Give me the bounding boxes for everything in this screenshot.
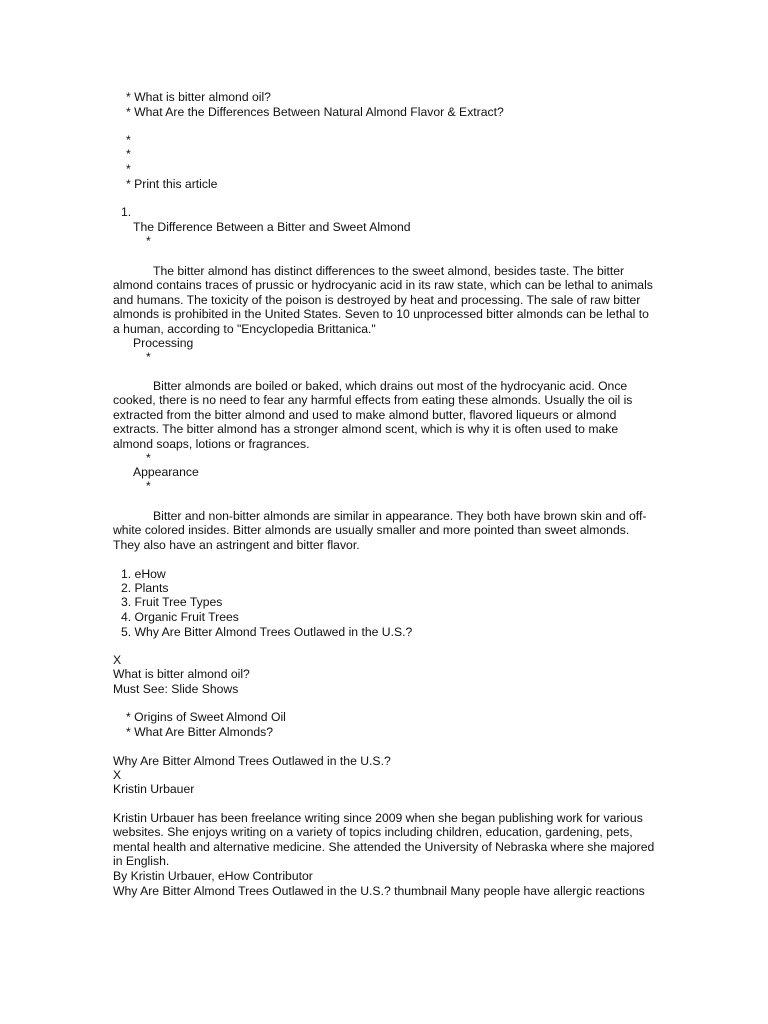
- section-body-processing: Bitter almonds are boiled or baked, which drains out most of the hydrocyanic acid. Once cooked, there is no need to fear any harmful effects from eating these almonds. Usually the oil is extracted from the bitter almond and used to make almond butter, flavored liqueurs or almond extracts. The bitter almond has a stronger almond scent, which is why it is often used to make almond soaps, lotions or fragrances.: [113, 379, 633, 451]
- breadcrumb-current-article[interactable]: 5. Why Are Bitter Almond Trees Outlawed in the U.S.?: [121, 625, 413, 639]
- close-x[interactable]: X: [113, 653, 122, 667]
- byline: By Kristin Urbauer, eHow Contributor: [113, 869, 313, 883]
- breadcrumb-ehow[interactable]: 1. eHow: [121, 567, 166, 581]
- close-x[interactable]: X: [113, 768, 122, 782]
- section-heading-appearance: Appearance: [133, 465, 199, 479]
- section-body-appearance: Bitter and non-bitter almonds are similar in appearance. They both have brown skin and off-white colored insides. Bitter almonds are usually smaller and more pointed than sweet almonds. They also have an astringent and bitter flavor.: [113, 509, 647, 552]
- author-bio: Kristin Urbauer has been freelance writing since 2009 when she began publishing work for various websites. She enjoys writing on a variety of topics including children, education, gardening, pets, mental health and alternative medicine. She attended the University of Nebraska where she majored in English.: [113, 811, 655, 869]
- share-bullet: *: [126, 147, 131, 161]
- breadcrumb-plants[interactable]: 2. Plants: [121, 581, 169, 595]
- share-bullet: *: [126, 133, 131, 147]
- article-title: Why Are Bitter Almond Trees Outlawed in the U.S.?: [113, 754, 391, 768]
- breadcrumb-fruit-tree-types[interactable]: 3. Fruit Tree Types: [121, 595, 223, 609]
- thumbnail-caption: Why Are Bitter Almond Trees Outlawed in the U.S.? thumbnail Many people have allergic reactions: [113, 884, 645, 898]
- section-heading-processing: Processing: [133, 336, 194, 350]
- must-see-heading: Must See: Slide Shows: [113, 682, 239, 696]
- section-bullet: *: [146, 451, 151, 465]
- share-bullet: *: [126, 162, 131, 176]
- author-name: Kristin Urbauer: [113, 782, 195, 796]
- section-heading-difference: The Difference Between a Bitter and Sweet Almond: [133, 220, 411, 234]
- section-body-difference: The bitter almond has distinct differences to the sweet almond, besides taste. The bitter almond contains traces of prussic or hydrocyanic acid in its raw state, which can be lethal to animals and humans. The toxicity of the poison is destroyed by heat and processing. The sale of raw bitter almonds is prohibited in the United States. Seven to 10 unprocessed bitter almonds can be lethal to a human, according to "Encyclopedia Brittanica.": [113, 264, 653, 336]
- print-article-link[interactable]: * Print this article: [126, 177, 218, 191]
- section-bullet: *: [146, 234, 151, 248]
- related-title[interactable]: What is bitter almond oil?: [113, 667, 250, 681]
- related-link-bitter-almond-oil[interactable]: * What is bitter almond oil?: [126, 90, 271, 104]
- breadcrumb-organic-fruit-trees[interactable]: 4. Organic Fruit Trees: [121, 610, 239, 624]
- section-bullet: *: [146, 479, 151, 493]
- slide-link-bitter-almonds[interactable]: * What Are Bitter Almonds?: [126, 725, 273, 739]
- slide-link-origins[interactable]: * Origins of Sweet Almond Oil: [126, 710, 286, 724]
- step-number: 1.: [121, 205, 132, 219]
- section-bullet: *: [146, 350, 151, 364]
- related-link-flavor-vs-extract[interactable]: * What Are the Differences Between Natural Almond Flavor & Extract?: [126, 105, 504, 119]
